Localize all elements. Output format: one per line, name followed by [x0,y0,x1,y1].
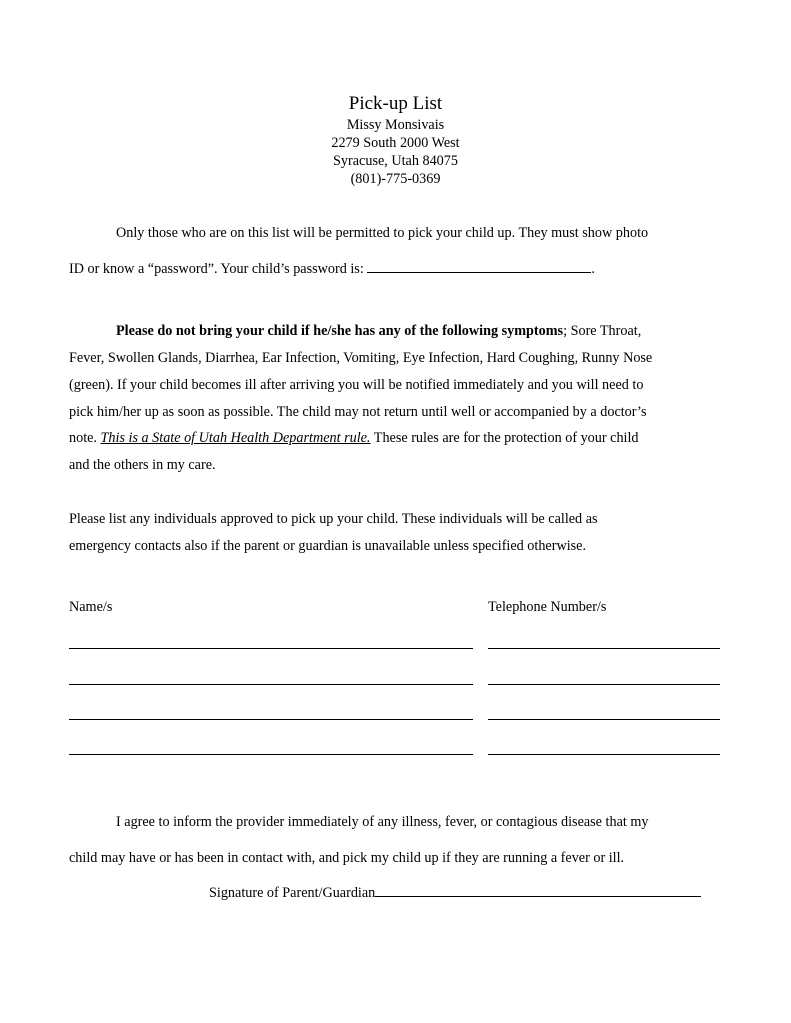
symptoms-list-start: ; Sore Throat, [563,323,642,339]
symptoms-line-4: pick him/her up as soon as possible. The child may not return until well or accompanied by a doctor’s [69,404,647,420]
provider-address: 2279 South 2000 West [331,135,460,151]
agreement-line-1: I agree to inform the provider immediately of any illness, fever, or contagious disease that my [116,814,649,830]
phone-field-3[interactable] [488,719,720,720]
phone-field-4[interactable] [488,754,720,755]
page-title: Pick-up List [348,93,443,114]
health-department-rule: This is a State of Utah Health Department rule. [100,430,371,446]
agreement-line-2: child may have or has been in contact with, and pick my child up if they are running a fever or ill. [69,850,625,866]
signature-row [209,884,701,902]
name-field-1[interactable] [69,648,473,649]
password-period: . [591,261,595,277]
phones-column-label: Telephone Number/s [488,599,607,615]
names-column-label: Name/s [69,599,113,615]
provider-phone: (801)-775-0369 [350,171,441,187]
symptoms-line-1 [116,322,641,340]
phone-field-2[interactable] [488,684,720,685]
name-field-4[interactable] [69,754,473,755]
symptoms-line-5 [69,429,639,447]
name-field-2[interactable] [69,684,473,685]
contacts-line-1: Please list any individuals approved to pick up your child. These individuals will be called as [69,511,598,527]
password-prompt: ID or know a “password”. Your child’s password is: [69,261,368,277]
phone-field-1[interactable] [488,648,720,649]
name-field-3[interactable] [69,719,473,720]
symptoms-line-6: and the others in my care. [69,457,216,473]
symptoms-line-2: Fever, Swollen Glands, Diarrhea, Ear Infection, Vomiting, Eye Infection, Hard Coughing, Runny Nose [69,350,653,366]
password-field[interactable] [367,260,591,273]
symptoms-warning: Please do not bring your child if he/she has any of the following symptoms [116,323,564,339]
rules-protection-text: These rules are for the protection of your child [370,430,639,446]
note-label: note. [69,430,101,446]
signature-field[interactable] [375,884,701,897]
document-header [0,92,791,188]
intro-line-1: Only those who are on this list will be permitted to pick your child up. They must show photo [116,225,649,241]
intro-line-2 [69,260,595,278]
signature-label: Signature of Parent/Guardian [209,885,376,901]
provider-city: Syracuse, Utah 84075 [333,153,458,169]
provider-name: Missy Monsivais [346,117,445,133]
contacts-line-2: emergency contacts also if the parent or guardian is unavailable unless specified otherwise. [69,538,587,554]
symptoms-line-3: (green). If your child becomes ill after arriving you will be notified immediately and you will need to [69,377,644,393]
